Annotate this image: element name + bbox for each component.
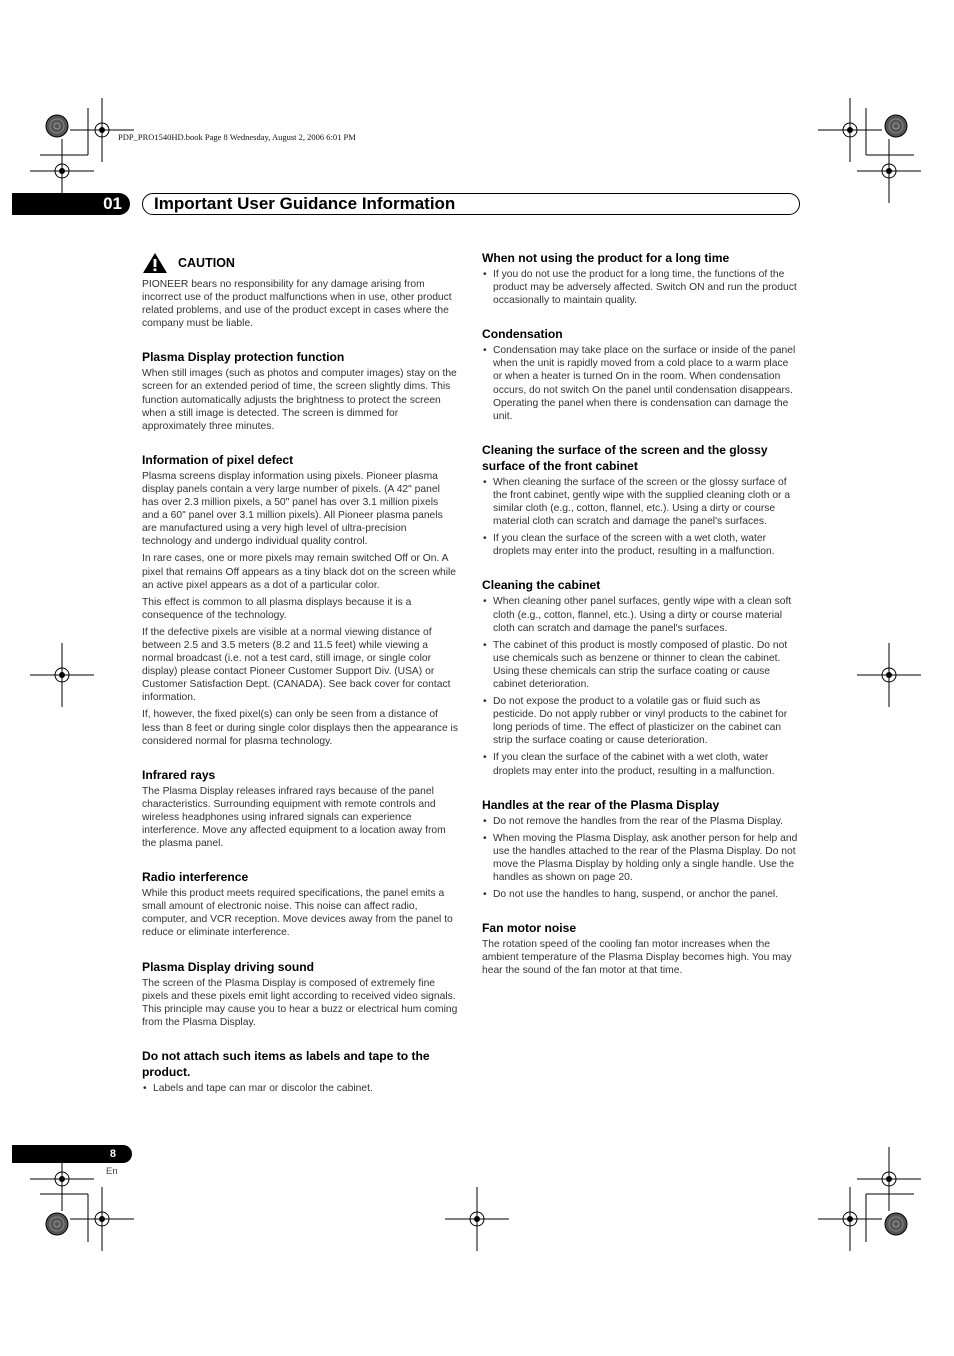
section-heading: Fan motor noise: [482, 921, 577, 936]
section-paragraph: The Plasma Display releases infrared rays because of the panel characteristics. Surrounding equipment with remote controls and wireless headphones using infrared signals can experience interference. Move any affected equipment to a location away from the plasma panel.: [142, 785, 446, 850]
caution-section: [142, 252, 458, 330]
registration-cross-icon: [70, 1187, 134, 1251]
list-item: • Labels and tape can mar or discolor the cabinet.: [142, 1082, 458, 1095]
file-header: PDP_PRO1540HD.book Page 8 Wednesday, August 2, 2006 6:01 PM: [118, 132, 356, 142]
section-paragraph: This effect is common to all plasma displays because it is a consequence of the technology.: [142, 596, 412, 621]
section-cleaning-screen: [482, 442, 798, 559]
section-handles: [482, 797, 798, 902]
registration-cross-icon: [857, 139, 921, 203]
section-paragraph: Plasma screens display information using pixels. Pioneer plasma display panels contain a very large number of pixels. (A 42" panel has over 2.3 million pixels, a 50" panel has over 3.1 million pixels and a 60" panel over 3.1 million pixels). All Pioneer plasma panels are manufactured using a very high level of ultra-precision technology and undergo individual quality control.: [142, 470, 443, 548]
section-long-time-unused: [482, 250, 798, 307]
section-cleaning-cabinet: [482, 577, 798, 777]
left-column: [142, 250, 458, 1114]
list-item: • When cleaning the surface of the screen or the glossy surface of the front cabinet, gently wipe with the supplied cleaning cloth or a similar cloth (e.g., cotton, flannel, etc.). Using a dirty or course material cloth can scratch and damage the panel's surfaces.: [482, 476, 798, 528]
section-paragraph: While this product meets required specifications, the panel emits a small amount of electronic noise. This noise can affect radio, computer, and VCR reception. Move devices away from the panel to reduce or eliminate interference.: [142, 888, 453, 939]
bullet-list: [482, 476, 798, 559]
section-heading: Do not attach such items as labels and tape to the product.: [142, 1048, 430, 1079]
section-fan-motor-noise: [482, 920, 798, 977]
page-language: En: [106, 1166, 118, 1177]
section-heading: Infrared rays: [142, 767, 216, 782]
registration-cross-icon: [857, 643, 921, 707]
list-item: • Condensation may take place on the surface or inside of the panel when the unit is rapidly moved from a cold place to a warm place or when a heater is turned On in the room. When condensation occurs, do not switch On the panel until condensation disappears. Operating the panel when there is condensation can damage the unit.: [482, 344, 798, 423]
chapter-title: Important User Guidance Information: [142, 193, 800, 215]
section-driving-sound: [142, 959, 458, 1029]
list-item: • Do not use the handles to hang, suspend, or anchor the panel.: [482, 888, 798, 901]
section-condensation: [482, 326, 798, 423]
section-infrared-rays: [142, 767, 458, 850]
list-item: • The cabinet of this product is mostly composed of plastic. Do not use chemicals such as benzene or thinner to clean the cabinet. Using these chemicals can strip the surface coating or cause cabinet deterioration.: [482, 639, 798, 691]
section-heading: Cleaning the cabinet: [482, 578, 601, 593]
section-paragraph: In rare cases, one or more pixels may remain switched Off or On. A pixel that remains Off appears as a tiny black dot on the screen while an active pixel appears as a dot of a particular color.: [142, 553, 457, 591]
section-protection-function: [142, 349, 458, 432]
color-target-icon: [46, 1213, 68, 1235]
section-heading: Information of pixel defect: [142, 452, 294, 467]
registration-cross-icon: [70, 98, 134, 162]
right-column: [482, 250, 798, 996]
color-target-icon: [885, 115, 907, 137]
caution-text: PIONEER bears no responsibility for any damage arising from incorrect use of the product malfunctions when in use, other product related problems, and use of the product except in cases where the company must be liable.: [142, 279, 452, 330]
caution-header: [142, 252, 458, 274]
color-target-icon: [46, 115, 68, 137]
bullet-list: [142, 1082, 458, 1095]
chapter-number: 01: [12, 193, 130, 215]
bullet-list: [482, 268, 798, 307]
registration-cross-icon: [445, 1187, 509, 1251]
section-pixel-defect: [142, 452, 458, 748]
section-heading: Condensation: [482, 327, 563, 342]
bullet-list: [482, 595, 798, 777]
list-item: • When cleaning other panel surfaces, gently wipe with a clean soft cloth (e.g., cotton, flannel, etc.). Using a dirty or course material cloth can scratch and damage the panel's surfaces.: [482, 595, 798, 634]
list-item: • When moving the Plasma Display, ask another person for help and use the handles attached to the rear of the Plasma Display. Do not move the Plasma Display by holding only a single handle. Use the handles as shown on page 20.: [482, 832, 798, 884]
color-target-icon: [885, 1213, 907, 1235]
section-paragraph: The screen of the Plasma Display is composed of extremely fine pixels and these pixels emit light according to received video signals. This principle may cause you to hear a buzz or electrical hum coming from the Plasma Display.: [142, 977, 458, 1028]
section-paragraph: The rotation speed of the cooling fan motor increases when the ambient temperature of the Plasma Display becomes high. You may hear the sound of the fan motor at that time.: [482, 939, 792, 977]
section-heading: Radio interference: [142, 870, 249, 885]
section-paragraph: If the defective pixels are visible at a normal viewing distance of between 2.5 and 3.5 meters (8.2 and 11.5 feet) while viewing a normal broadcast (i.e. not a test card, still image, or single color display) please contact Pioneer Customer Support Div. (USA) or Customer Satisfaction Dept. (CANADA). See back cover for contact information.: [142, 626, 451, 704]
section-paragraph: If, however, the fixed pixel(s) can only be seen from a distance of less than 8 feet or during single color displays then the appearance is considered normal for plasma technology.: [142, 709, 458, 747]
section-heading: Plasma Display protection function: [142, 350, 345, 365]
section-heading: When not using the product for a long time: [482, 251, 730, 265]
registration-cross-icon: [818, 98, 882, 162]
section-heading: Cleaning the surface of the screen and the glossy surface of the front cabinet: [482, 442, 768, 473]
caution-label: CAUTION: [178, 256, 235, 270]
registration-cross-icon: [818, 1187, 882, 1251]
warning-triangle-icon: [142, 252, 168, 274]
registration-cross-icon: [30, 643, 94, 707]
section-labels-tape: [142, 1048, 458, 1095]
list-item: • Do not remove the handles from the rear of the Plasma Display.: [482, 815, 798, 828]
section-paragraph: When still images (such as photos and computer images) stay on the screen for an extended period of time, the screen slightly dims. This function automatically adjusts the brightness to protect the screen when a still image is detected. The screen is dimmed for approximately three minutes.: [142, 368, 457, 432]
section-heading: Plasma Display driving sound: [142, 959, 315, 974]
list-item: • If you clean the surface of the cabinet with a wet cloth, water droplets may enter into the product, resulting in a malfunction.: [482, 751, 798, 777]
bullet-list: [482, 815, 798, 902]
page-number: 8: [12, 1145, 132, 1163]
section-heading: Handles at the rear of the Plasma Display: [482, 797, 720, 812]
list-item: • If you do not use the product for a long time, the functions of the product may be adversely affected. Switch ON and run the product occasionally to maintain quality.: [482, 268, 798, 307]
registration-cross-icon: [857, 1147, 921, 1211]
list-item: • If you clean the surface of the screen with a wet cloth, water droplets may enter into the product, resulting in a malfunction.: [482, 532, 798, 558]
section-radio-interference: [142, 869, 458, 939]
list-item: • Do not expose the product to a volatile gas or fluid such as pesticide. Do not apply rubber or vinyl products to the cabinet for long periods of time. The effect of plasticizer on the cabinet can strip the surface coating or cause deterioration.: [482, 695, 798, 747]
bullet-list: [482, 344, 798, 423]
